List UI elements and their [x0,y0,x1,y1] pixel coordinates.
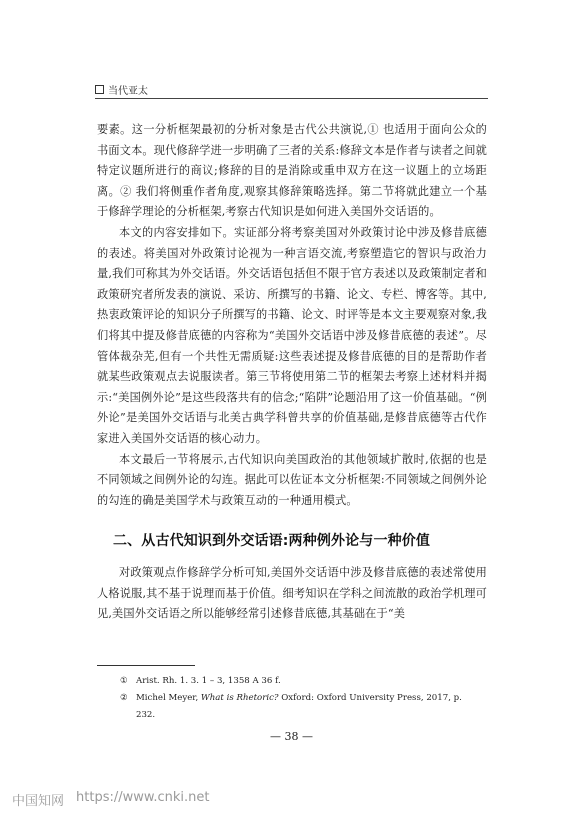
watermark-url: https://www.cnki.net [76,790,210,805]
paragraph-1: 要素。这一分析框架最初的分析对象是古代公共演说,① 也适用于面向公众的书面文本。现代修辞学进一步明确了三者的关系:修辞文本是作者与读者之间就特定议题所进行的商议;修辞的目的是消除或重申双方在这一议题上的立场距离。② 我们将侧重作者角度,观察其修辞策略选择。第二节将就此建立一个基于修辞学理论的分析框架,考察古代知识是如何进入美国外交话语的。 [97,123,487,219]
paragraph-3: 本文最后一节将展示,古代知识向美国政治的其他领域扩散时,依据的也是不同领域之间例外论的勾连。据此可以佐证本文分析框架:不同领域之间例外论的勾连的确是美国学术与政策互动的一种通用模式。 [97,452,487,507]
footnote-publisher: Oxford: Oxford University Press, 2017, p. 232. [136,693,462,720]
footnotes [120,673,480,724]
running-header [95,82,148,97]
section-heading: 二、从古代知识到外交话语:两种例外论与一种价值 [113,533,431,550]
paragraph-4: 对政策观点作修辞学分析可知,美国外交话语中涉及修昔底德的表述常使用人格说服,其不基于说理而基于价值。细考知识在学科之间流散的政治学机理可见,美国外交话语之所以能够经常引述修昔底德,其基础在于“美 [97,566,487,621]
header-square-icon [95,85,104,94]
header-rule [95,98,488,99]
footnote-1 [120,673,480,690]
footnote-text [136,690,480,724]
body-text [97,120,487,625]
watermark [12,790,209,809]
footnote-text: Arist. Rh. 1. 3. 1 – 3, 1358 A 36 f. [136,676,281,686]
paragraph-2: 本文的内容安排如下。实证部分将考察美国对外政策讨论中涉及修昔底德的表述。将美国对外政策讨论视为一种言语交流,考察塑造它的智识与政治力量,我们可称其为外交话语。外交话语包括但不限于官方表述以及政策制定者和政策研究者所发表的演说、采访、所撰写的书籍、论文、专栏、博客等。其中,热衷政策评论的知识分子所撰写的书籍、论文、时评等是本文主要观察对象,我们将其中提及修昔底德的内容称为“美国外交话语中涉及修昔底德的表述”。尽管体裁杂芜,但有一个共性无需质疑:这些表述提及修昔底德的目的是帮助作者就某些政策观点去说服读者。第三节将使用第二节的框架去考察上述材料并揭示:“美国例外论”是这些段落共有的信念;“陷阱”论题沿用了这一价值基础。“例外论”是美国外交话语与北美古典学科曾共享的价值基础,是修昔底德等古代作家进入美国外交话语的核心动力。 [97,225,487,445]
footnote-2 [120,690,480,724]
footnote-book-title: What is Rhetoric? [200,693,279,703]
journal-name: 当代亚太 [108,86,148,97]
footnote-rule [97,665,195,666]
watermark-site-name: 中国知网 [12,794,65,809]
footnote-marker: ① [120,676,128,686]
page-number: — 38 — [270,730,313,743]
footnote-marker: ② [120,693,128,703]
footnote-author: Michel Meyer, [136,693,201,703]
